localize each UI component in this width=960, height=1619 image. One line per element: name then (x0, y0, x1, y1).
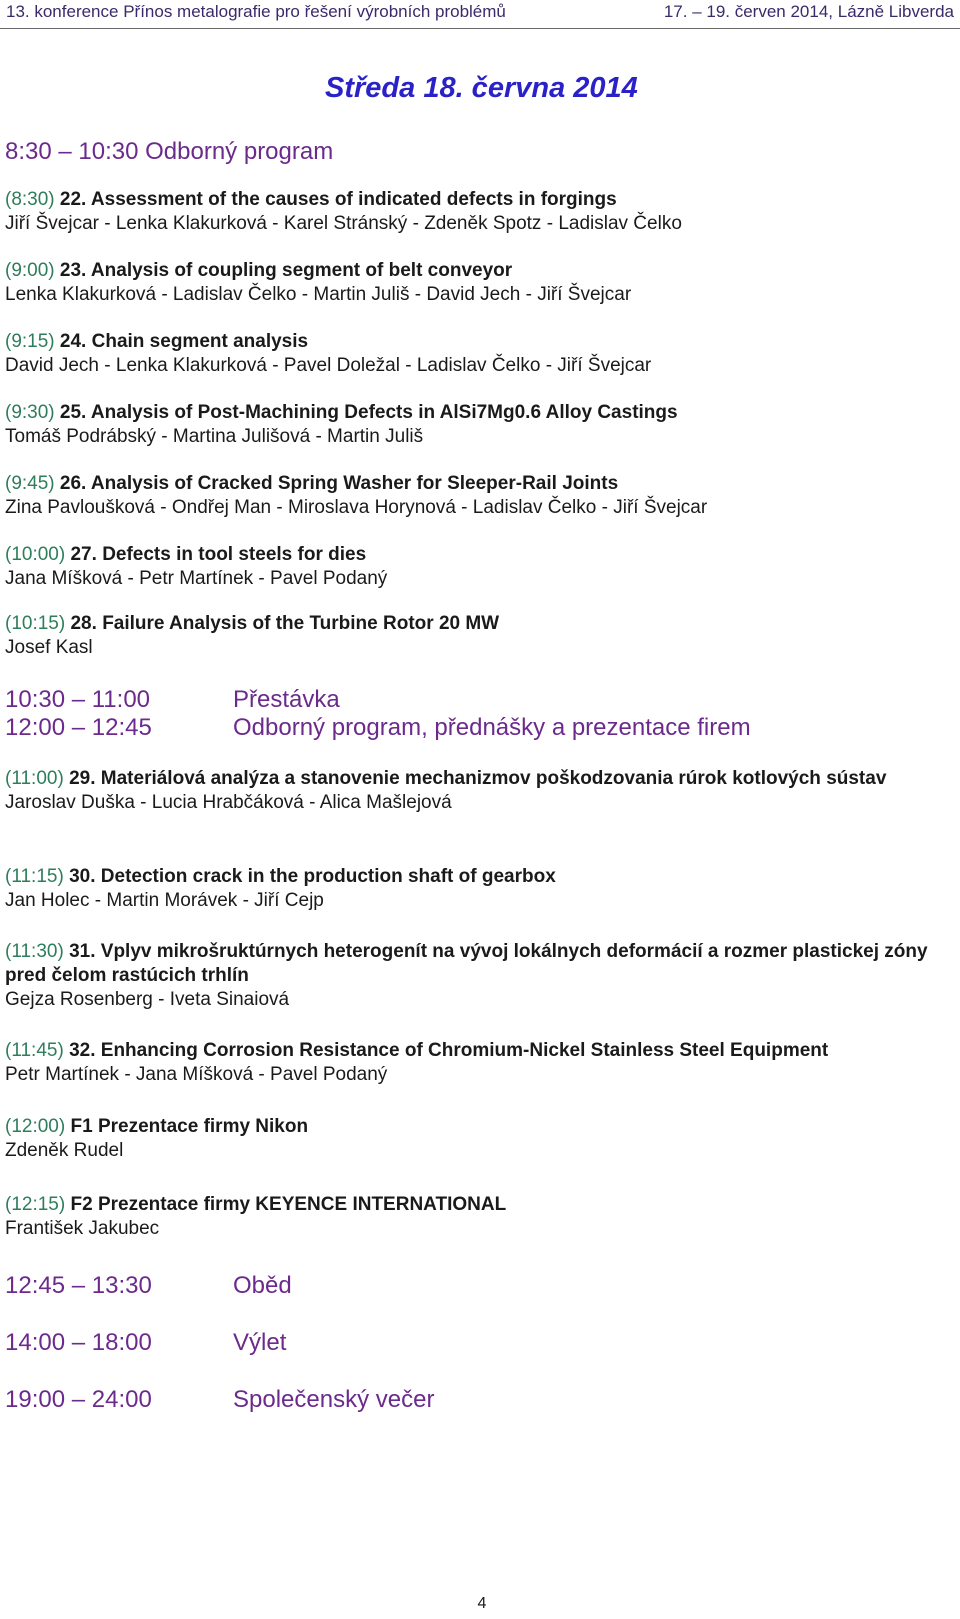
schedule-time-range: 12:45 – 13:30 (5, 1272, 152, 1299)
page-number-text: 4 (477, 1595, 487, 1612)
header-conference-title: 13. konference Přínos metalografie pro řešení výrobních problémů (6, 2, 506, 21)
talk-item (5, 940, 950, 1012)
header-divider (0, 28, 960, 29)
schedule-time-range: 19:00 – 24:00 (5, 1386, 152, 1413)
schedule-time-range: 12:00 – 12:45 (5, 714, 152, 741)
talk-item (5, 330, 950, 378)
schedule-label: Odborný program, přednášky a prezentace firem (233, 714, 751, 741)
talk-title: Chain segment analysis (91, 331, 309, 352)
talk-title: Analysis of Cracked Spring Washer for Sleeper-Rail Joints (90, 473, 619, 494)
day-title: Středa 18. června 2014 (325, 72, 638, 104)
talk-time: (11:15) (5, 866, 64, 887)
talk-item (5, 472, 950, 520)
talk-title: Failure Analysis of the Turbine Rotor 20 MW (102, 613, 500, 634)
talk-time: (11:00) (5, 768, 64, 789)
block-title: 8:30 – 10:30 Odborný program (5, 138, 334, 165)
talk-number: 29. (69, 768, 96, 789)
talk-authors: Jaroslav Duška - Lucia Hrabčáková - Alica Mašlejová (5, 792, 452, 813)
schedule-time-range: 10:30 – 11:00 (5, 686, 151, 713)
talk-number: 27. (70, 544, 97, 565)
talk-number: F2 (70, 1194, 93, 1215)
talk-authors: Zina Pavloušková - Ondřej Man - Miroslava Horynová - Ladislav Čelko - Jiří Švejcar (5, 497, 708, 518)
talk-title: Detection crack in the production shaft of gearbox (100, 866, 556, 887)
schedule-label: Přestávka (233, 686, 340, 713)
talk-time: (9:00) (5, 260, 55, 281)
talk-number: 31. (69, 941, 96, 962)
talk-title: Prezentace firmy KEYENCE INTERNATIONAL (97, 1194, 507, 1215)
talk-number: 23. (59, 260, 87, 281)
schedule-label: Společenský večer (233, 1386, 435, 1413)
talk-time: (8:30) (5, 189, 55, 210)
talk-title: Assessment of the causes of indicated defects in forgings (90, 189, 617, 210)
talk-title: Prezentace firmy Nikon (97, 1116, 309, 1137)
talk-number: 24. (59, 331, 87, 352)
talk-title: Vplyv mikrošruktúrnych heterogenít na vývoj lokálnych deformácií a rozmer plastickej zóny pred čelom rastúcich trhlín (5, 941, 928, 986)
schedule-label: Oběd (233, 1272, 292, 1299)
talk-item (5, 543, 950, 591)
talk-time: (9:45) (5, 473, 55, 494)
talk-authors: Jana Míšková - Petr Martínek - Pavel Podaný (5, 568, 388, 589)
talk-item (5, 401, 950, 449)
talk-authors: Jan Holec - Martin Morávek - Jiří Cejp (5, 890, 324, 911)
talk-item (5, 865, 950, 913)
schedule-label: Výlet (233, 1329, 287, 1356)
talk-title: Analysis of Post-Machining Defects in AlSi7Mg0.6 Alloy Castings (90, 402, 678, 423)
talk-title: Analysis of coupling segment of belt conveyor (90, 260, 513, 281)
talk-item (5, 259, 950, 307)
talk-authors: Jiří Švejcar - Lenka Klakurková - Karel Stránský - Zdeněk Spotz - Ladislav Čelko (5, 213, 682, 234)
talk-authors: Petr Martínek - Jana Míšková - Pavel Podaný (5, 1064, 388, 1085)
talk-authors: Josef Kasl (5, 637, 93, 658)
talk-title: Enhancing Corrosion Resistance of Chromium-Nickel Stainless Steel Equipment (100, 1040, 829, 1061)
talk-number: 28. (70, 613, 97, 634)
talk-title: Defects in tool steels for dies (102, 544, 367, 565)
page-number (0, 1595, 960, 1613)
talk-time: (12:00) (5, 1116, 66, 1137)
talk-time: (10:00) (5, 544, 66, 565)
talk-number: 25. (59, 402, 87, 423)
talk-item (5, 1039, 950, 1087)
talk-number: 26. (59, 473, 87, 494)
talk-number: 22. (59, 189, 87, 210)
talk-time: (9:30) (5, 402, 55, 423)
talk-authors: Tomáš Podrábský - Martina Julišová - Martin Juliš (5, 426, 424, 447)
talk-time: (11:45) (5, 1040, 64, 1061)
talk-authors: Zdeněk Rudel (5, 1140, 124, 1161)
talk-item (5, 188, 950, 236)
talk-item (5, 1115, 950, 1163)
talk-item (5, 612, 950, 660)
header-date-place: 17. – 19. červen 2014, Lázně Libverda (663, 2, 954, 21)
talk-time: (11:30) (5, 941, 64, 962)
talk-number: F1 (70, 1116, 93, 1137)
talk-item (5, 1193, 950, 1241)
talk-time: (12:15) (5, 1194, 66, 1215)
talk-authors: David Jech - Lenka Klakurková - Pavel Doležal - Ladislav Čelko - Jiří Švejcar (5, 355, 652, 376)
schedule-time-range: 14:00 – 18:00 (5, 1329, 152, 1356)
talk-authors: Lenka Klakurková - Ladislav Čelko - Martin Juliš - David Jech - Jiří Švejcar (5, 284, 632, 305)
talk-time: (9:15) (5, 331, 55, 352)
talk-authors: František Jakubec (5, 1218, 160, 1239)
talk-authors: Gejza Rosenberg - Iveta Sinaiová (5, 989, 290, 1010)
talk-number: 32. (69, 1040, 96, 1061)
talk-number: 30. (69, 866, 96, 887)
talk-title: Materiálová analýza a stanovenie mechanizmov poškodzovania rúrok kotlových sústav (100, 768, 887, 789)
talk-time: (10:15) (5, 613, 66, 634)
page-header (0, 2, 960, 26)
talk-item (5, 767, 950, 815)
